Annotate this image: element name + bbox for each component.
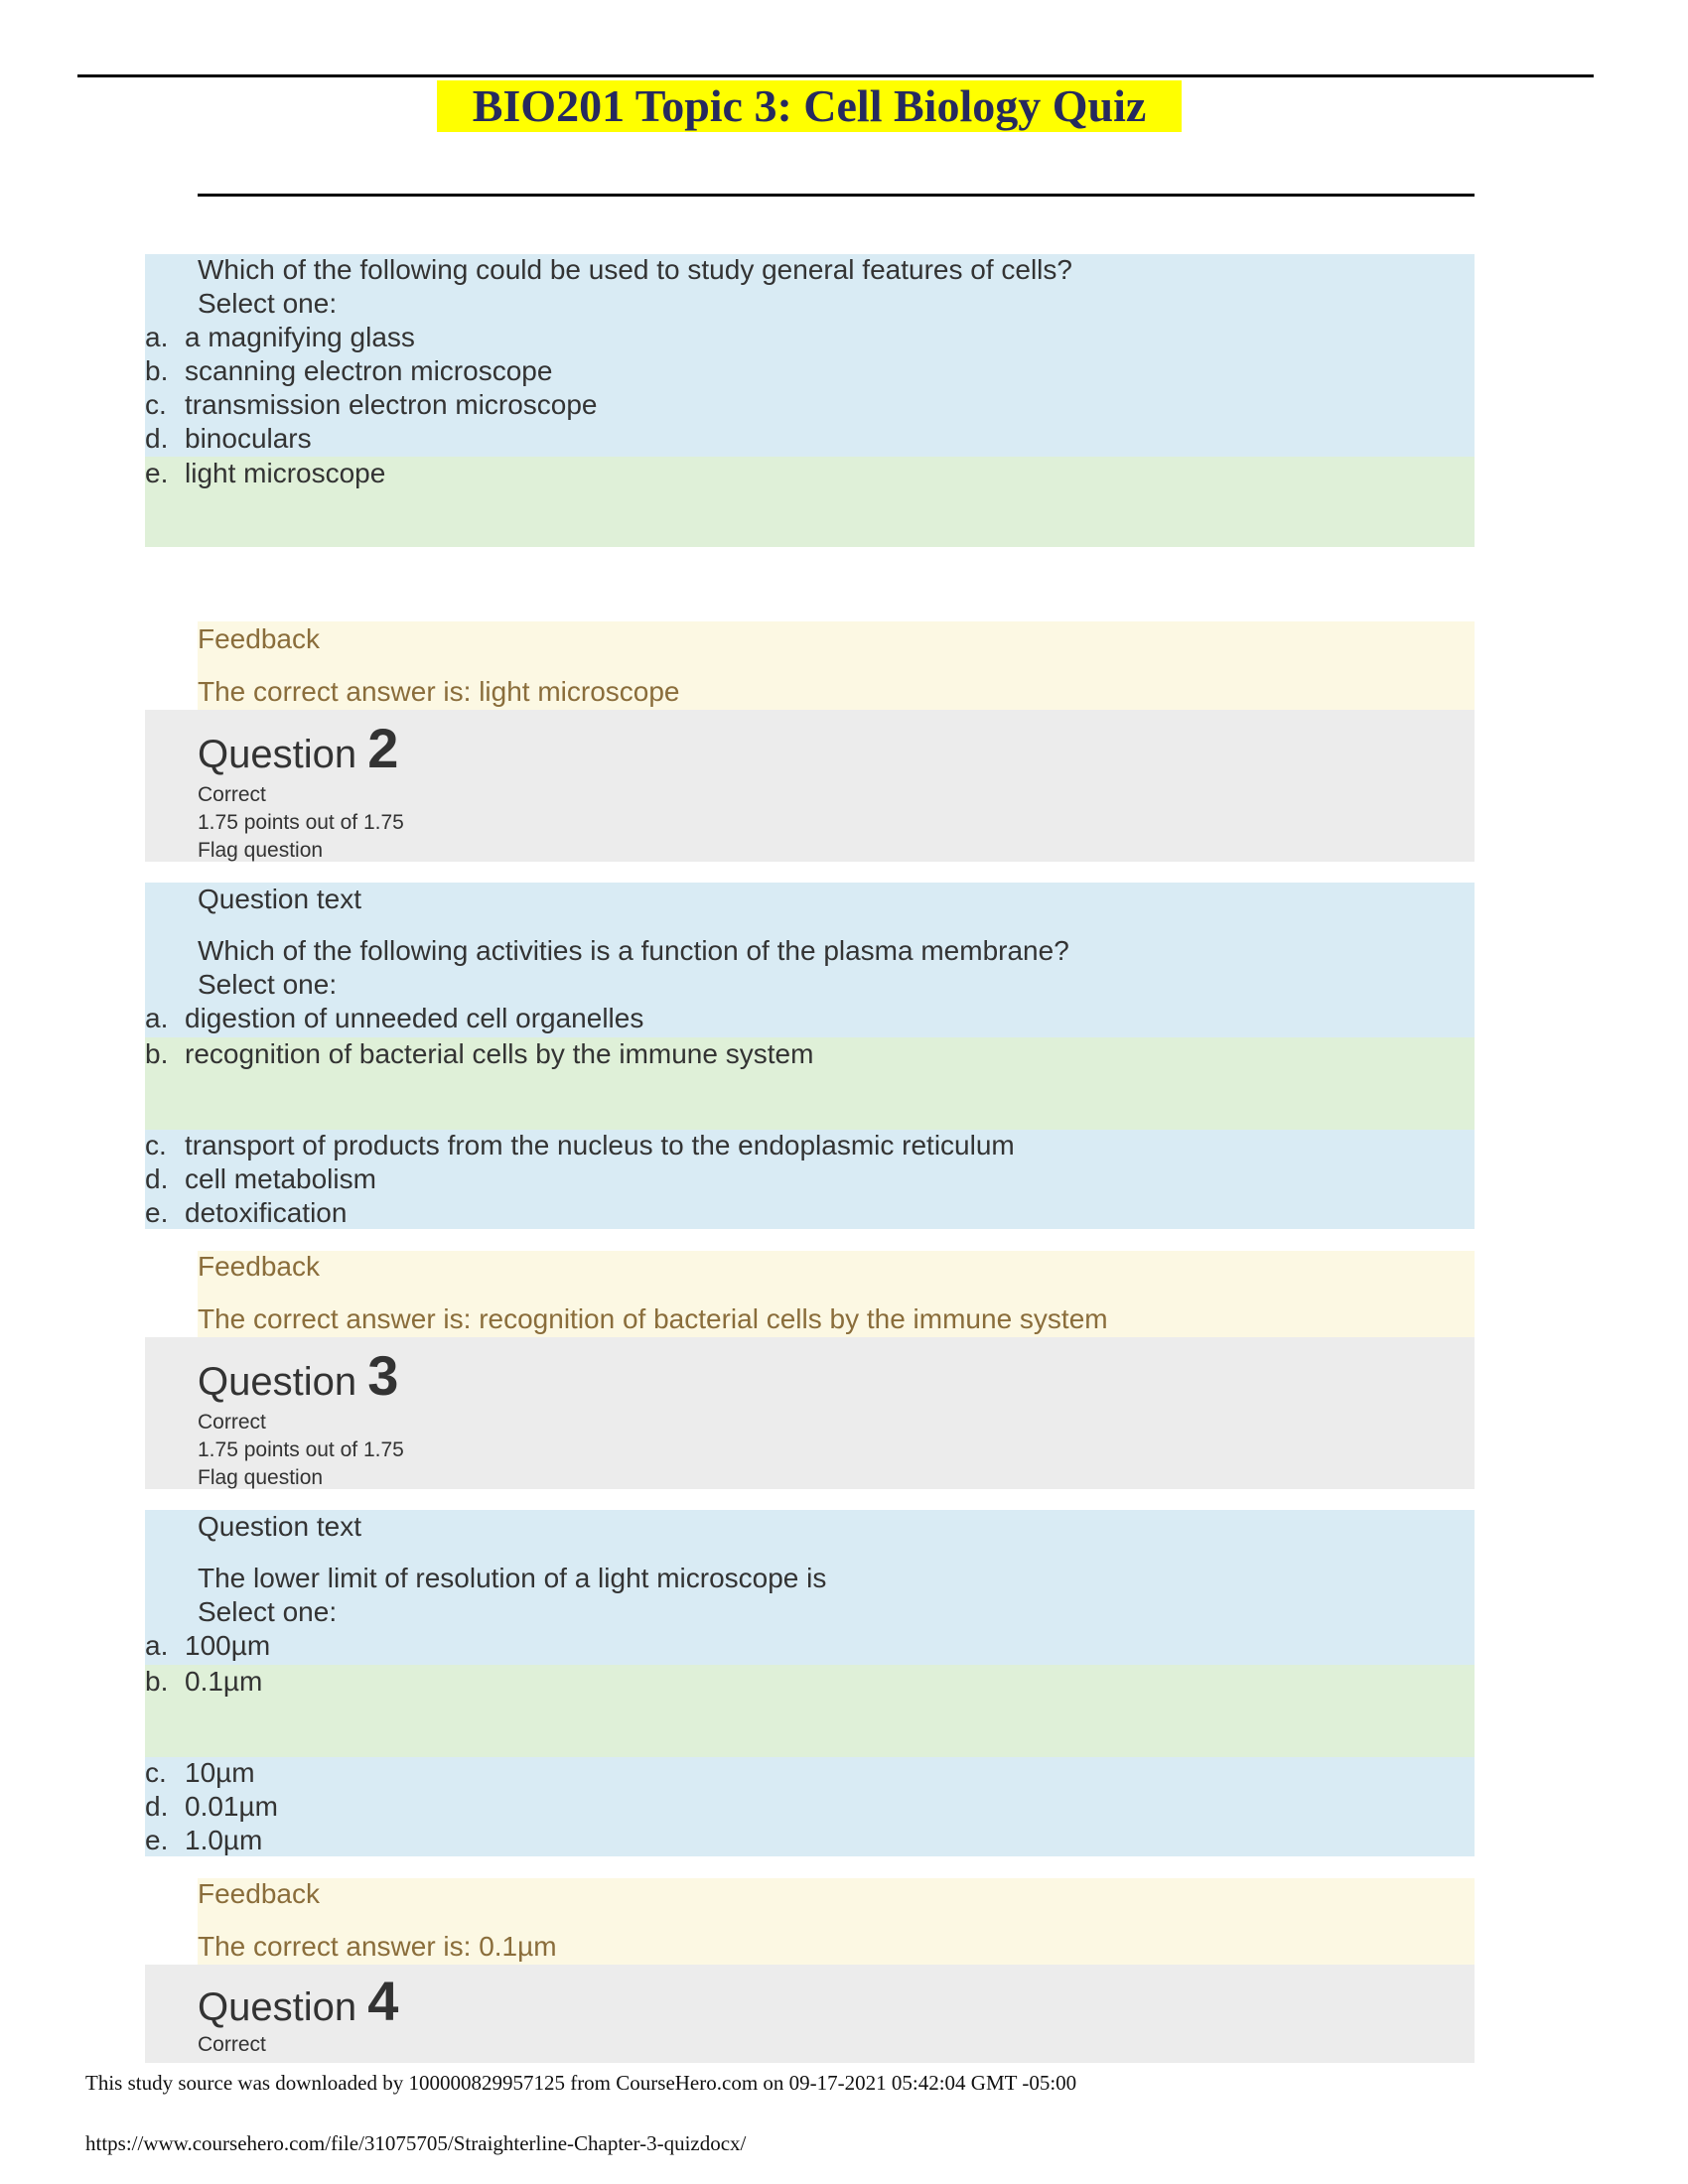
question-status: Correct [198,783,266,806]
option-letter: a. [145,1630,169,1661]
option-e[interactable] [145,1824,262,1857]
option-b[interactable] [145,1037,813,1071]
question-4-heading: Question 4 [198,1970,399,2032]
page-title: BIO201 Topic 3: Cell Biology Quiz [437,80,1182,132]
option-letter: d. [145,1163,169,1194]
option-text: scanning electron microscope [185,355,553,386]
footer-url[interactable]: https://www.coursehero.com/file/31075705/Straighterline-Chapter-3-quizdocx/ [85,2131,747,2155]
option-text: transmission electron microscope [185,389,598,420]
option-text: binoculars [185,423,312,454]
option-text: transport of products from the nucleus to the endoplasmic reticulum [185,1130,1015,1160]
flag-question-link[interactable]: Flag question [198,1466,324,1489]
option-d[interactable] [145,422,312,456]
option-text: detoxification [185,1197,348,1228]
question-status: Correct [198,2033,266,2056]
select-one-label: Select one: [198,1596,338,1627]
option-letter: e. [145,1197,169,1228]
option-text: 0.01µm [185,1791,278,1822]
feedback-label: Feedback [198,1251,320,1282]
option-d[interactable] [145,1162,376,1196]
feedback-label: Feedback [198,1878,320,1909]
option-a[interactable] [145,1002,643,1035]
select-one-label: Select one: [198,288,338,319]
question-3-heading: Question 3 [198,1344,399,1407]
flag-question-link[interactable]: Flag question [198,839,324,862]
option-b[interactable] [145,354,552,388]
option-c[interactable] [145,388,598,422]
option-text: 100µm [185,1630,271,1661]
option-text: a magnifying glass [185,322,415,352]
option-e[interactable] [145,1196,347,1230]
option-letter: d. [145,423,169,454]
option-c[interactable] [145,1129,1015,1162]
question-status: Correct [198,1411,266,1433]
footer-source-note: This study source was downloaded by 100000829957125 from CourseHero.com on 09-17-2021 05:42:04 GMT -05:00 [85,2071,1077,2095]
option-text: 10µm [185,1757,255,1788]
question-3-correct-option-bg [145,1665,1475,1757]
option-letter: b. [145,1038,169,1069]
question-points: 1.75 points out of 1.75 [198,1438,404,1461]
option-letter: c. [145,1757,167,1788]
select-one-label: Select one: [198,969,338,1000]
option-text: recognition of bacterial cells by the immune system [185,1038,814,1069]
option-letter: d. [145,1791,169,1822]
option-text: light microscope [185,458,386,488]
option-c[interactable] [145,1756,255,1790]
question-1-text: Which of the following could be used to study general features of cells? [198,254,1072,285]
feedback-text: The correct answer is: light microscope [198,676,680,707]
question-3-text: The lower limit of resolution of a light microscope is [198,1563,827,1593]
option-letter: e. [145,458,169,488]
option-text: cell metabolism [185,1163,376,1194]
option-text: digestion of unneeded cell organelles [185,1003,644,1033]
option-letter: e. [145,1825,169,1855]
question-3-block-lower [145,1757,1475,1856]
option-text: 0.1µm [185,1666,263,1697]
question-2-heading: Question 2 [198,717,399,779]
option-letter: c. [145,1130,167,1160]
title-rule [198,194,1475,197]
feedback-text: The correct answer is: recognition of bacterial cells by the immune system [198,1303,1108,1334]
option-text: 1.0µm [185,1825,263,1855]
option-letter: b. [145,1666,169,1697]
question-text-label: Question text [198,1511,361,1542]
option-letter: c. [145,389,167,420]
option-e[interactable] [145,457,385,490]
option-b[interactable] [145,1665,262,1699]
option-letter: b. [145,355,169,386]
option-letter: a. [145,322,169,352]
option-a[interactable] [145,1629,270,1663]
question-2-text: Which of the following activities is a function of the plasma membrane? [198,935,1069,966]
question-text-label: Question text [198,884,361,914]
option-d[interactable] [145,1790,278,1824]
option-a[interactable] [145,321,415,354]
feedback-label: Feedback [198,623,320,654]
top-rule [77,74,1594,77]
question-points: 1.75 points out of 1.75 [198,811,404,834]
option-letter: a. [145,1003,169,1033]
feedback-text: The correct answer is: 0.1µm [198,1931,557,1962]
